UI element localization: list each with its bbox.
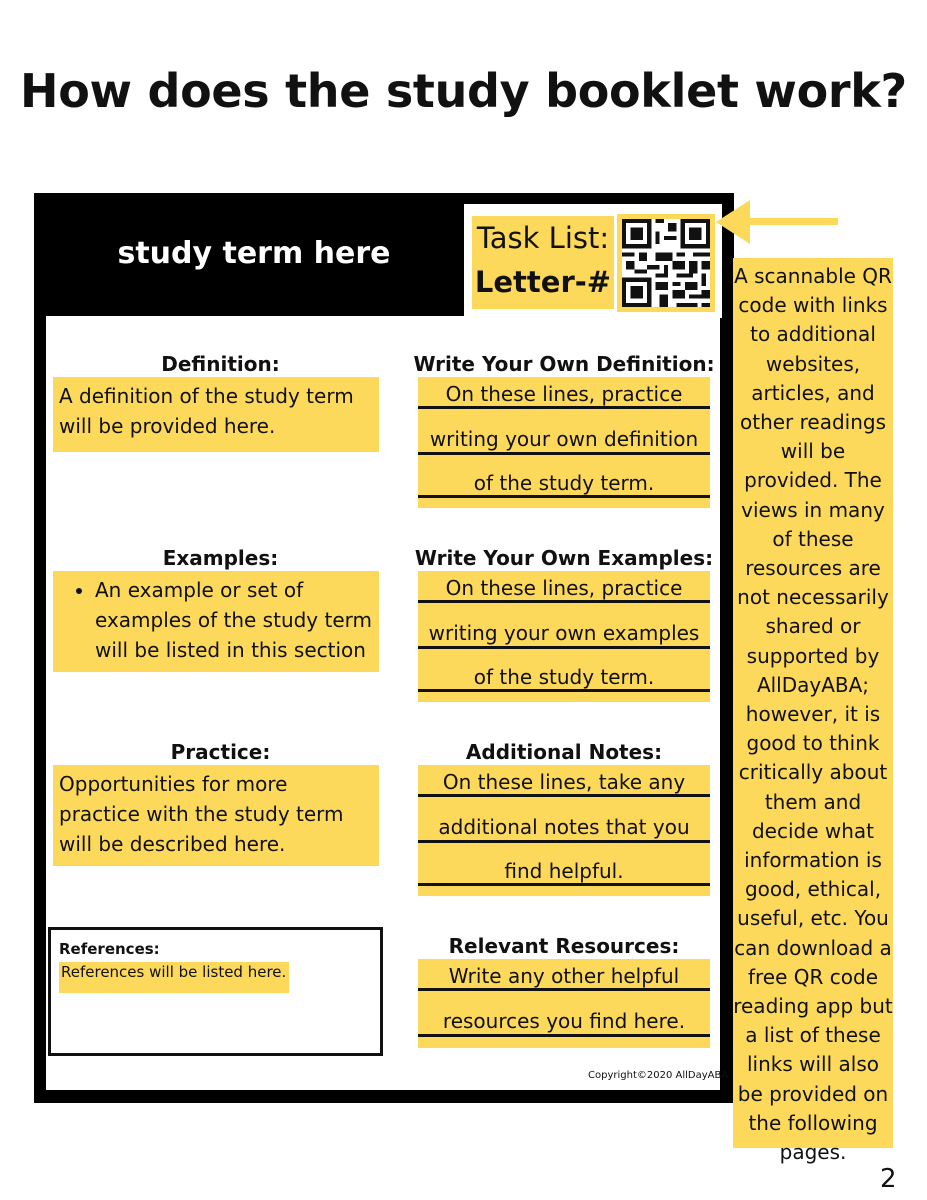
write-definition-heading: Write Your Own Definition: (413, 352, 715, 376)
list-item: • An example or set of examples of the study term will be listed in this section (95, 575, 379, 665)
examples-list (53, 575, 379, 665)
writing-line (418, 646, 710, 649)
writing-line-text: find helpful. (504, 859, 624, 883)
writing-line-text: On these lines, take any (442, 770, 686, 794)
practice-box: Opportunities for more practice with the study term will be described here. (53, 765, 379, 866)
qr-code-explanation: A scannable QR code with links to additional websites, articles, and other readings will be provided. The views in many of these resources are not necessarily shared or supported by AllDayABA; however, it is good to think critically about them and decide what information is good, ethical, useful, etc. You can download a free QR code reading app but a list of these links will also be provided on the following pages. (733, 258, 893, 1148)
writing-line (418, 689, 710, 692)
writing-line (418, 988, 710, 991)
resources-lines (418, 959, 710, 1048)
writing-line-text: writing your own examples (428, 621, 700, 645)
writing-line-text: of the study term. (473, 471, 655, 495)
writing-line (418, 1034, 710, 1037)
writing-line-text: Write any other helpful (448, 964, 680, 988)
arrow-pointer-icon (716, 200, 750, 244)
writing-line-text: resources you find here. (442, 1009, 686, 1033)
writing-line-text: of the study term. (473, 665, 655, 689)
page-title: How does the study booklet work? (20, 64, 907, 118)
writing-line-text: additional notes that you (438, 815, 690, 839)
references-text: References will be listed here. (59, 962, 289, 993)
copyright-text: Copyright©2020 AllDayABA (588, 1070, 729, 1081)
writing-line (418, 883, 710, 886)
writing-line (418, 840, 710, 843)
task-list-badge (472, 216, 614, 309)
writing-line (418, 495, 710, 498)
write-examples-lines (418, 571, 710, 702)
definition-box: A definition of the study term will be provided here. (53, 377, 379, 452)
qr-code-icon (622, 219, 710, 307)
write-definition-lines (418, 377, 710, 508)
writing-line-text: On these lines, practice (445, 382, 683, 406)
references-box (48, 927, 383, 1056)
references-heading: References: (59, 940, 160, 958)
examples-heading: Examples: (162, 546, 279, 570)
resources-heading: Relevant Resources: (448, 934, 680, 958)
writing-line (418, 406, 710, 409)
task-list-label: Task List: (476, 221, 610, 255)
examples-box (53, 571, 379, 672)
study-term-label: study term here (117, 236, 391, 271)
notes-lines (418, 765, 710, 896)
task-list-code: Letter-# (474, 265, 612, 299)
page-number: 2 (880, 1164, 897, 1194)
arrow-pointer-line (742, 218, 838, 225)
writing-line (418, 600, 710, 603)
writing-line-text: On these lines, practice (445, 576, 683, 600)
write-examples-heading: Write Your Own Examples: (414, 546, 714, 570)
definition-heading: Definition: (161, 352, 280, 376)
writing-line-text: writing your own definition (429, 427, 699, 451)
writing-line (418, 794, 710, 797)
writing-line (418, 452, 710, 455)
notes-heading: Additional Notes: (465, 740, 663, 764)
practice-heading: Practice: (170, 740, 271, 764)
